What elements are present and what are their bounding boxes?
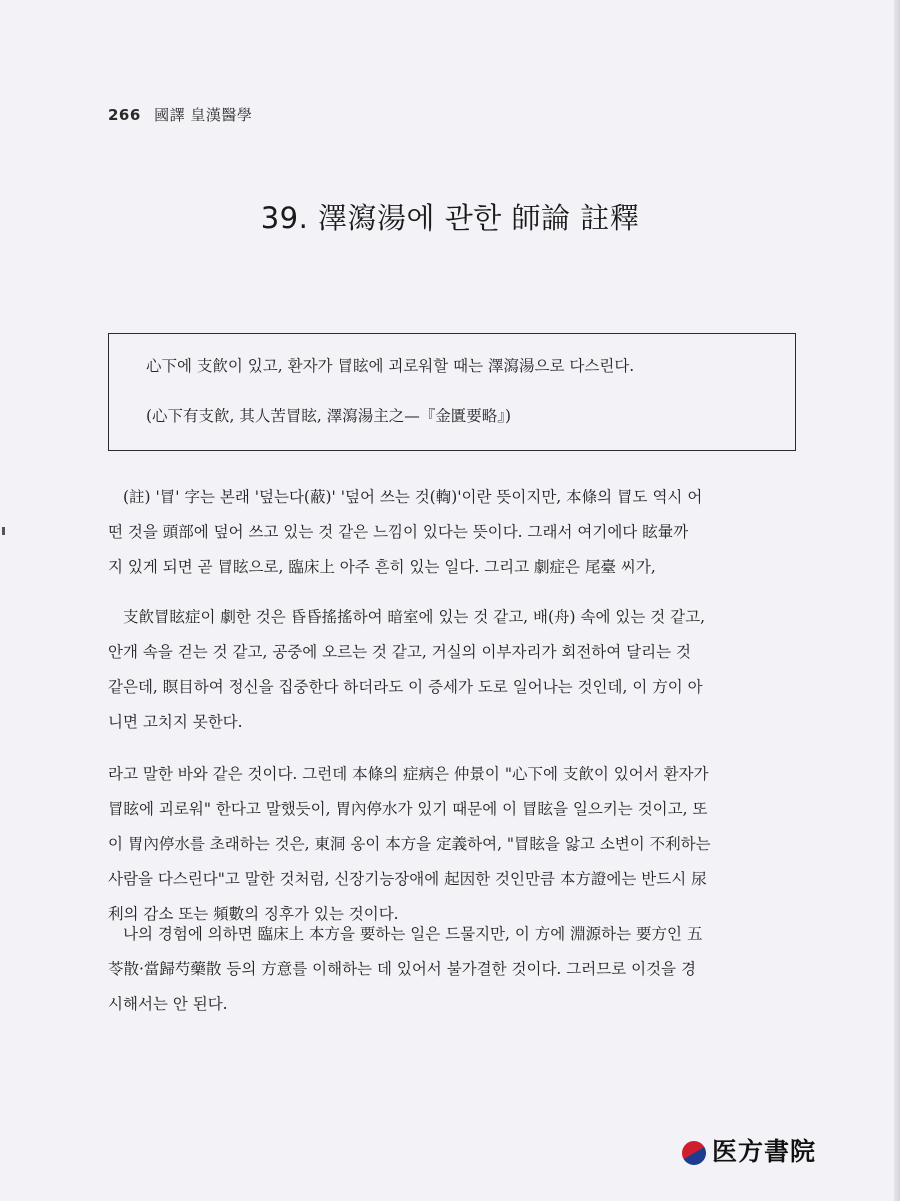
paragraph-experience xyxy=(108,917,803,1022)
paragraph-line: 안개 속을 걷는 것 같고, 공중에 오르는 것 같고, 거실의 이부자리가 회전하여 달리는 것 xyxy=(108,643,691,661)
paragraph-line: 冒眩에 괴로워" 한다고 말했듯이, 胃內停水가 있기 때문에 이 冒眩을 일으키는 것이고, 또 xyxy=(108,800,708,818)
running-header xyxy=(108,104,252,125)
taeguk-icon xyxy=(678,1137,711,1170)
publisher-mark xyxy=(682,1132,816,1168)
publisher-name: 医方書院 xyxy=(712,1137,817,1166)
paragraph-line: 나의 경험에 의하면 臨床上 本方을 要하는 일은 드물지만, 이 方에 淵源하는 要方인 五 xyxy=(123,925,703,943)
paragraph-line: 사람을 다스린다"고 말한 것처럼, 신장기능장애에 起因한 것인만큼 本方證에는 반드시 尿 xyxy=(108,870,707,888)
paragraph-line: 떤 것을 頭部에 덮어 쓰고 있는 것 같은 느낌이 있다는 뜻이다. 그래서 여기에다 眩暈까 xyxy=(108,523,689,541)
book-title: 國譯 皇漢醫學 xyxy=(154,106,253,124)
quote-classical: (心下有支飮, 其人苦冒眩, 澤瀉湯主之—『金匱要略』) xyxy=(146,407,512,425)
paragraph-explanation xyxy=(108,757,803,932)
binding-mark xyxy=(2,527,5,535)
chapter-title: 39. 澤瀉湯에 관한 師論 註釋 xyxy=(260,201,640,235)
paragraph-line: 니면 고치지 못한다. xyxy=(108,713,243,731)
paragraph-line: 이 胃內停水를 초래하는 것은, 東洞 옹이 本方을 定義하여, "冒眩을 앓고 소변이 不利하는 xyxy=(108,835,711,853)
paragraph-line: 利의 감소 또는 頻數의 징후가 있는 것이다. xyxy=(108,905,399,923)
paragraph-line: 같은데, 瞑目하여 정신을 집중한다 하더라도 이 증세가 도로 일어나는 것인데, 이 方이 아 xyxy=(108,678,703,696)
paragraph-line: 지 있게 되면 곧 冒眩으로, 臨床上 아주 흔히 있는 일다. 그리고 劇症은 尾臺 씨가, xyxy=(108,558,656,576)
paragraph-line: (註) '冒' 字는 본래 '덮는다(蔽)' '덮어 쓰는 것(輷)'이란 뜻이지만, 本條의 冒도 역시 어 xyxy=(123,488,703,506)
quote-korean: 心下에 支飮이 있고, 환자가 冒眩에 괴로워할 때는 澤瀉湯으로 다스린다. xyxy=(146,357,635,375)
paragraph-line: 시해서는 안 된다. xyxy=(108,995,228,1013)
paragraph-line: 支飮冒眩症이 劇한 것은 昏昏搖搖하여 暗室에 있는 것 같고, 배(舟) 속에 있는 것 같고, xyxy=(123,608,706,626)
paragraph-quotation xyxy=(108,600,803,740)
page-number: 266 xyxy=(108,106,141,124)
paragraph-annotation xyxy=(108,480,803,585)
paragraph-line: 苓散·當歸芍藥散 등의 方意를 이해하는 데 있어서 불가결한 것이다. 그러므로 이것을 경 xyxy=(108,960,696,978)
paragraph-line: 라고 말한 바와 같은 것이다. 그런데 本條의 症病은 仲景이 "心下에 支飮이 있어서 환자가 xyxy=(108,765,709,783)
quote-box xyxy=(108,333,796,451)
page-edge xyxy=(894,0,900,1201)
